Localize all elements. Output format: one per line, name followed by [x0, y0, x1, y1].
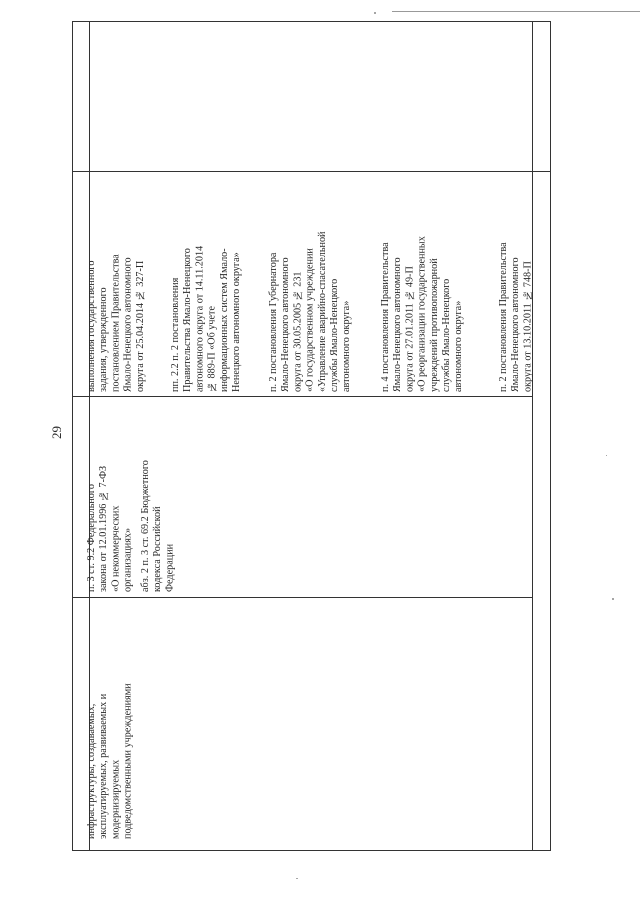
cell-state-task-text: выполнения государственного задания, утвержденного постановлением Правительства Ямало-Ненецкого автономного округа от 25.04.2014 № 327-П [86, 254, 146, 392]
table-border-top [72, 21, 551, 22]
column-divider [72, 171, 551, 172]
cell-infrastructure-text: инфраструктуры, создаваемых, эксплуатируемых, развиваемых и модернизируемых подведомственными учреждениями [86, 683, 134, 839]
column-divider [72, 396, 533, 397]
scan-speck [374, 12, 376, 14]
scan-speck [606, 455, 607, 456]
scan-speck [296, 878, 298, 879]
cell-budget-code-text: абз. 2 п. 3 ст. 69.2 Бюджетного кодекса Российской Федерации [140, 460, 176, 592]
column-divider [72, 597, 533, 598]
scan-mark [392, 11, 640, 12]
cell-fire-service-text: п. 4 постановления Правительства Ямало-Ненецкого автономного округа от 27.01.2011 № 49-П «О реорганизации государственных учреждений противопожарной службы Ямало-Ненецкого автономного округа» [380, 236, 465, 392]
cell-info-systems-text: пп. 2.2 п. 2 постановления Правительства Ямало-Ненецкого автономного округа от 14.11.2014 № 889-П «Об учете информационных систем Ямало- Ненецкого автономного округа» [170, 245, 243, 392]
cell-federal-law-text: п. 3 ст. 9.2 Федерального закона от 12.01.1996 № 7-ФЗ «О некоммерческих организациях» [86, 465, 134, 592]
scan-speck [612, 598, 614, 600]
cell-resolution-748-text: п. 2 постановления Правительства Ямало-Ненецкого автономного округа от 13.10.2011 № 748-П [498, 242, 534, 392]
table-border-left [72, 21, 73, 851]
column-divider [532, 21, 533, 851]
page-number: 29 [49, 426, 64, 439]
table-border-bottom [72, 850, 551, 851]
table-border-right [550, 21, 551, 851]
cell-rescue-service-text: п. 2 постановления Губернатора Ямало-Ненецкого автономного округа от 30.05.2005 № 231 «О государственном учреждении «Управление аварийно-спасательной службы Ямало-Ненецкого автономного округа» [268, 231, 353, 392]
